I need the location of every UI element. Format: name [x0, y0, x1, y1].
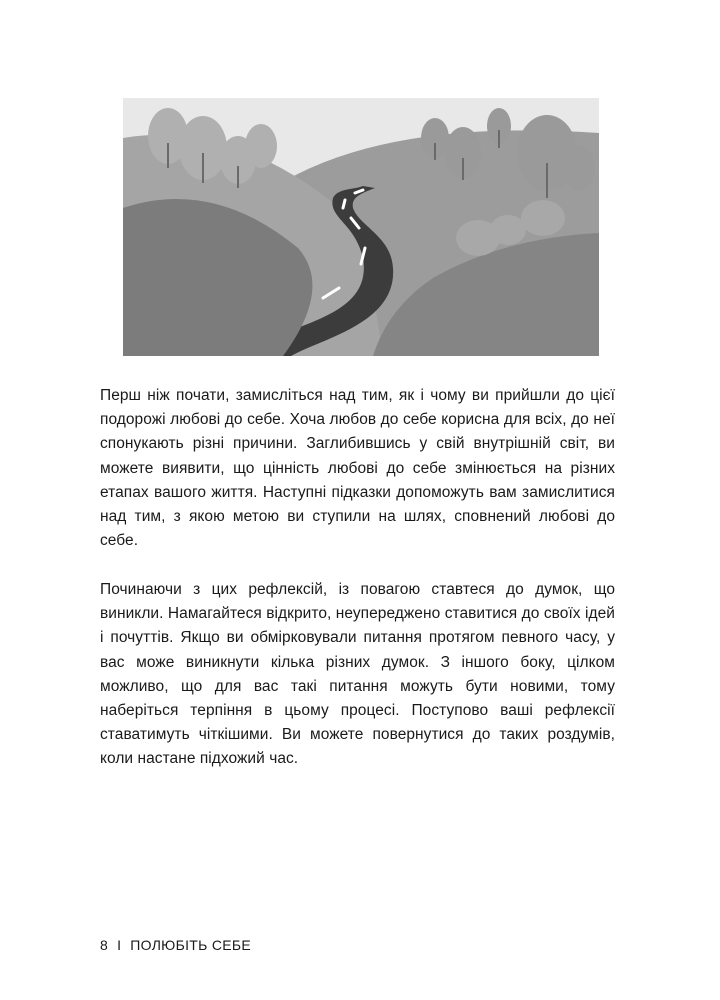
- book-title: ПОЛЮБІТЬ СЕБЕ: [130, 937, 252, 953]
- footer-separator: I: [117, 937, 122, 953]
- winding-road-landscape-icon: [123, 98, 599, 356]
- body-paragraph: Перш ніж почати, замисліться над тим, як і чому ви прийшли до цієї подорожі любові до себе. Хоча любов до себе корисна для всіх, до неї спонукають різні причини. Заглибившись у свій внутрішній світ, ви можете виявити, що цінність любові до себе змінюється на різних етапах вашого життя. Наступні підказки допоможуть вам замислитися над тим, з якою метою ви ступили на шлях, сповнений любові до себе.: [100, 387, 615, 550]
- page-footer: [100, 937, 251, 953]
- page-number: 8: [100, 937, 109, 953]
- body-paragraph: Починаючи з цих рефлексій, із повагою ставтеся до думок, що виникли. Намагайтеся відкрито, неупереджено ставитися до своїх ідей і почуттів. Якщо ви обмірковували питання протягом певного часу, у вас може виникнути кілька різних думок. З іншого боку, цілком можливо, що для вас такі питання можуть бути новими, тому наберіться терпіння в цьому процесі. Поступово ваші рефлексії ставатимуть чіткішими. Ви можете повернутися до таких роздумів, коли настане підхожий час.: [100, 581, 615, 768]
- winding-road-illustration: [123, 98, 599, 356]
